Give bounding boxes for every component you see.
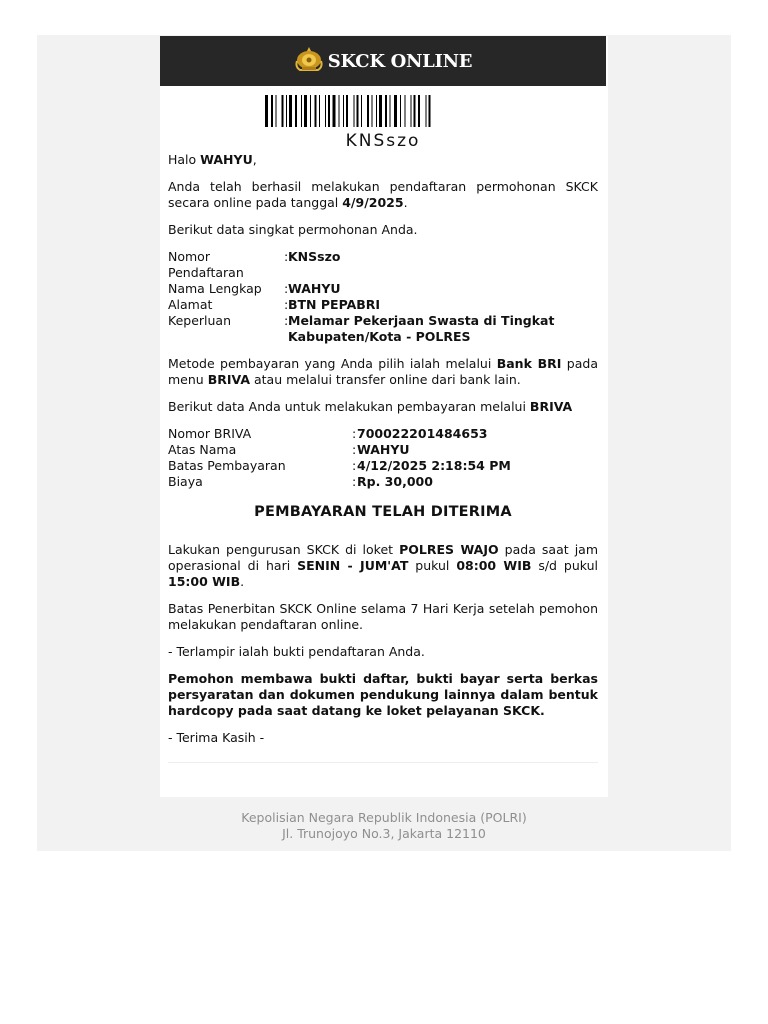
payment-value: 4/12/2025 2:18:54 PM (357, 458, 511, 473)
registration-value: WAHYU (288, 281, 341, 296)
payment-value: 700022201484653 (357, 426, 488, 441)
footer (37, 810, 731, 842)
registration-label: Nama Lengkap (168, 281, 262, 296)
greeting: Halo WAHYU, (168, 152, 257, 167)
email-header (160, 36, 606, 86)
recipient-name: WAHYU (200, 152, 253, 167)
payment-label: Batas Pembayaran (168, 458, 286, 473)
instruction-paragraph: Lakukan pengurusan SKCK di loket POLRES WAJO pada saat jam operasional di hari SENIN - JUM'AT pukul 08:00 WIB s/d pukul 15:00 WIB. (168, 542, 599, 589)
barcode-code: KNSszo (345, 131, 421, 151)
summary-intro: Berikut data singkat permohonan Anda. (168, 222, 418, 237)
registration-label: Alamat (168, 297, 213, 312)
payment-table: Nomor BRIVA : 700022201484653 Atas Nama : WAHYU Batas Pembayaran : 4/12/2025 2:18:54 PM Biaya : Rp. 30,000 (168, 426, 598, 490)
footer-organization: Kepolisian Negara Republik Indonesia (POLRI) (241, 810, 527, 825)
payment-label: Atas Nama (168, 442, 237, 457)
brand-name: SKCK ONLINE (327, 50, 473, 72)
police-emblem-icon (294, 45, 324, 77)
closing-text: - Terima Kasih - (168, 730, 265, 745)
brand-logo (294, 45, 472, 77)
payment-label: Nomor BRIVA (168, 426, 252, 441)
registration-value: BTN PEPABRI (288, 297, 381, 312)
intro-paragraph: Anda telah berhasil melakukan pendaftaran permohonan SKCK secara online pada tanggal 4/9/2025. (168, 179, 598, 210)
registration-label: Keperluan (168, 313, 232, 328)
email-body (168, 152, 598, 763)
payment-method-paragraph: Metode pembayaran yang Anda pilih ialah melalui Bank BRI pada menu BRIVA atau melalui transfer online dari bank lain. (168, 356, 598, 387)
payment-status-heading: PEMBAYARAN TELAH DITERIMA (254, 504, 512, 520)
payment-label: Biaya (168, 474, 203, 489)
registration-value: KNSszo (288, 249, 341, 264)
barcode-image (265, 95, 503, 127)
deadline-paragraph: Batas Penerbitan SKCK Online selama 7 Hari Kerja setelah pemohon melakukan pendaftaran online. (168, 601, 598, 632)
payment-value: WAHYU (357, 442, 410, 457)
footer-address: Jl. Trunojoyo No.3, Jakarta 12110 (282, 826, 486, 841)
registration-table: Nomor Pendaftaran : KNSszo Nama Lengkap : WAHYU Alamat : BTN PEPABRI Keperluan : Melamar Pekerjaan Swasta di Tingkat Kabupaten/Kota - POLRES (168, 249, 598, 345)
reminder-paragraph: Pemohon membawa bukti daftar, bukti bayar serta berkas persyaratan dan dokumen pendukung lainnya dalam bentuk hardcopy pada saat datang ke loket pelayanan SKCK. (168, 671, 598, 718)
content-divider (168, 762, 598, 763)
payment-intro: Berikut data Anda untuk melakukan pembayaran melalui BRIVA (168, 399, 573, 414)
registration-date: 4/9/2025 (342, 195, 404, 210)
registration-label: Nomor Pendaftaran (168, 249, 244, 280)
registration-value: Melamar Pekerjaan Swasta di Tingkat Kabupaten/Kota - POLRES (288, 313, 555, 344)
attachment-note: - Terlampir ialah bukti pendaftaran Anda. (168, 644, 425, 659)
payment-value: Rp. 30,000 (357, 474, 433, 489)
